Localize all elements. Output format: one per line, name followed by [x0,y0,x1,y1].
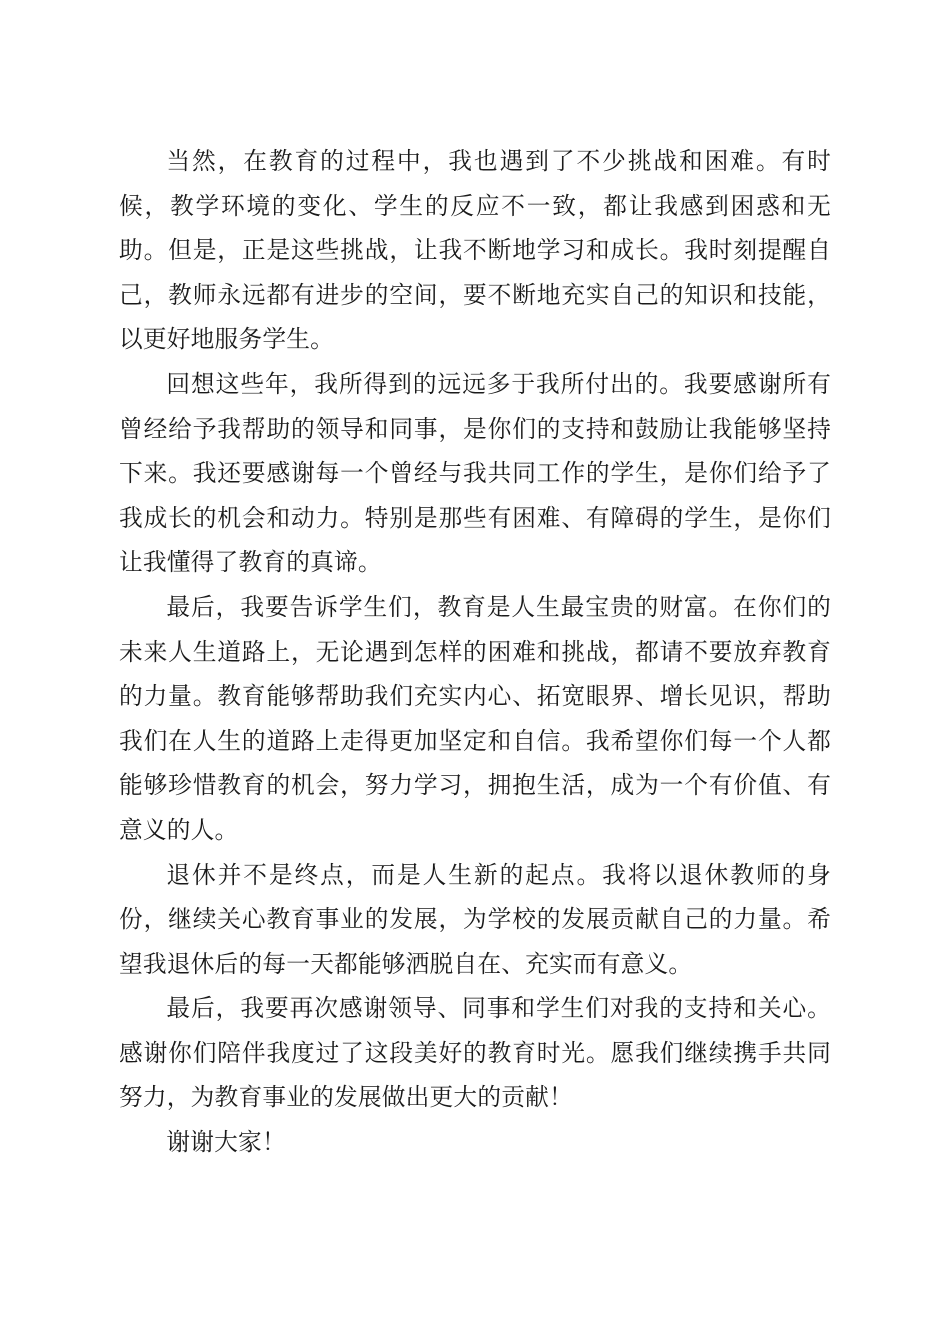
paragraph-message-to-students: 最后，我要告诉学生们，教育是人生最宝贵的财富。在你们的未来人生道路上，无论遇到怎样的困难和挑战，都请不要放弃教育的力量。教育能够帮助我们充实内心、拓宽眼界、增长见识，帮助我们在人生的道路上走得更加坚定和自信。我希望你们每一个人都能够珍惜教育的机会，努力学习，拥抱生活，成为一个有价值、有意义的人。 [119,592,831,844]
paragraph-retirement: 退休并不是终点，而是人生新的起点。我将以退休教师的身份，继续关心教育事业的发展，为学校的发展贡献自己的力量。希望我退休后的每一天都能够洒脱自在、充实而有意义。 [119,860,831,978]
document-page [119,139,831,1165]
paragraph-final-thanks: 最后，我要再次感谢领导、同事和学生们对我的支持和关心。感谢你们陪伴我度过了这段美好的教育时光。愿我们继续携手共同努力，为教育事业的发展做出更大的贡献！ [119,994,831,1112]
paragraph-challenges: 当然，在教育的过程中，我也遇到了不少挑战和困难。有时候，教学环境的变化、学生的反应不一致，都让我感到困惑和无助。但是，正是这些挑战，让我不断地学习和成长。我时刻提醒自己，教师永远都有进步的空间，要不断地充实自己的知识和技能，以更好地服务学生。 [119,147,831,354]
paragraph-closing: 谢谢大家！ [166,1128,286,1157]
paragraph-gratitude: 回想这些年，我所得到的远远多于我所付出的。我要感谢所有曾经给予我帮助的领导和同事，是你们的支持和鼓励让我能够坚持下来。我还要感谢每一个曾经与我共同工作的学生，是你们给予了我成长的机会和动力。特别是那些有困难、有障碍的学生，是你们让我懂得了教育的真谛。 [119,369,831,577]
